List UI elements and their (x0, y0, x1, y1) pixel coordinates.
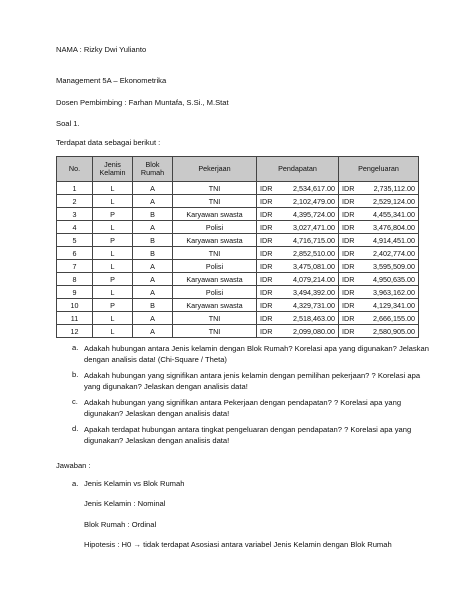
currency-label: IDR (260, 209, 273, 219)
cell-no: 4 (57, 221, 93, 234)
currency-label: IDR (342, 235, 355, 245)
cell-no: 7 (57, 260, 93, 273)
data-table (56, 156, 419, 338)
table-row (57, 182, 419, 195)
cell-pengeluaran (339, 182, 419, 195)
currency-label: IDR (260, 313, 273, 323)
question-letter: b. (72, 370, 79, 379)
cell-jenis-kelamin: P (93, 234, 133, 247)
cell-jenis-kelamin: L (93, 325, 133, 338)
cell-pendapatan (257, 273, 339, 286)
table-header-row (57, 157, 419, 182)
cell-no: 3 (57, 208, 93, 221)
cell-blok-rumah: A (133, 182, 173, 195)
question-text: Adakah hubungan yang signifikan antara jenis kelamin dengan pemilihan pekerjaan? ? Korelasi apa yang digunakan? Jelaskan dengan analisis data! (84, 371, 421, 391)
amount-value: 2,529,124.00 (373, 196, 415, 206)
cell-jenis-kelamin: L (93, 312, 133, 325)
question-letter: c. (72, 397, 78, 406)
answer-item-letter: a. (72, 479, 79, 488)
cell-jenis-kelamin: L (93, 260, 133, 273)
cell-blok-rumah: B (133, 234, 173, 247)
amount-value: 2,102,479.00 (293, 196, 335, 206)
cell-blok-rumah: A (133, 195, 173, 208)
question-text: Apakah terdapat hubungan antara tingkat pengeluaran dengan pendapatan? ? Korelasi apa yang digunakan? Jelaskan dengan analisis data! (84, 425, 412, 445)
currency-label: IDR (342, 222, 355, 232)
cell-pengeluaran (339, 325, 419, 338)
table-row (57, 247, 419, 260)
table-row (57, 299, 419, 312)
currency-label: IDR (342, 300, 355, 310)
currency-label: IDR (342, 183, 355, 193)
table-row (57, 260, 419, 273)
cell-blok-rumah: B (133, 208, 173, 221)
cell-pengeluaran (339, 195, 419, 208)
intro-text: Terdapat data sebagai berikut : (56, 138, 161, 147)
cell-pendapatan (257, 325, 339, 338)
table-row (57, 195, 419, 208)
cell-blok-rumah: A (133, 221, 173, 234)
header-no: No. (57, 157, 93, 182)
currency-label: IDR (342, 209, 355, 219)
cell-jenis-kelamin: P (93, 208, 133, 221)
cell-jenis-kelamin: L (93, 221, 133, 234)
amount-value: 4,079,214.00 (293, 274, 335, 284)
cell-pekerjaan: Karyawan swasta (173, 299, 257, 312)
cell-no: 9 (57, 286, 93, 299)
currency-label: IDR (260, 196, 273, 206)
currency-label: IDR (260, 274, 273, 284)
table-row (57, 273, 419, 286)
cell-no: 1 (57, 182, 93, 195)
cell-pendapatan (257, 312, 339, 325)
cell-jenis-kelamin: P (93, 273, 133, 286)
currency-label: IDR (260, 235, 273, 245)
amount-value: 2,518,463.00 (293, 313, 335, 323)
cell-pekerjaan: TNI (173, 247, 257, 260)
jenis-kelamin-scale: Jenis Kelamin : Nominal (84, 499, 166, 508)
currency-label: IDR (342, 326, 355, 336)
amount-value: 3,595,509.00 (373, 261, 415, 271)
cell-pengeluaran (339, 312, 419, 325)
cell-pendapatan (257, 182, 339, 195)
cell-jenis-kelamin: L (93, 182, 133, 195)
cell-pengeluaran (339, 208, 419, 221)
amount-value: 4,914,451.00 (373, 235, 415, 245)
amount-value: 2,735,112.00 (373, 183, 415, 193)
cell-blok-rumah: B (133, 299, 173, 312)
cell-pekerjaan: TNI (173, 182, 257, 195)
cell-pengeluaran (339, 273, 419, 286)
currency-label: IDR (260, 287, 273, 297)
table-row (57, 286, 419, 299)
currency-label: IDR (260, 222, 273, 232)
table-row (57, 312, 419, 325)
currency-label: IDR (260, 183, 273, 193)
cell-pengeluaran (339, 247, 419, 260)
question-list (72, 343, 432, 451)
cell-jenis-kelamin: L (93, 195, 133, 208)
answer-item-title: Jenis Kelamin vs Blok Rumah (84, 479, 185, 488)
cell-pekerjaan: Polisi (173, 286, 257, 299)
amount-value: 4,950,635.00 (373, 274, 415, 284)
header-pendapatan: Pendapatan (257, 157, 339, 182)
amount-value: 2,402,774.00 (373, 248, 415, 258)
cell-pengeluaran (339, 221, 419, 234)
question-item (72, 370, 432, 392)
cell-pendapatan (257, 286, 339, 299)
amount-value: 2,534,617.00 (293, 183, 335, 193)
cell-pendapatan (257, 234, 339, 247)
amount-value: 2,099,080.00 (293, 326, 335, 336)
amount-value: 4,329,731.00 (293, 300, 335, 310)
amount-value: 2,666,155.00 (373, 313, 415, 323)
amount-value: 4,455,341.00 (373, 209, 415, 219)
course-title: Management 5A – Ekonometrika (56, 76, 167, 85)
amount-value: 3,963,162.00 (373, 287, 415, 297)
amount-value: 2,580,905.00 (373, 326, 415, 336)
cell-pekerjaan: TNI (173, 325, 257, 338)
amount-value: 4,716,715.00 (293, 235, 335, 245)
amount-value: 3,494,392.00 (293, 287, 335, 297)
cell-no: 10 (57, 299, 93, 312)
cell-pekerjaan: Polisi (173, 260, 257, 273)
question-item (72, 397, 432, 419)
currency-label: IDR (260, 326, 273, 336)
cell-blok-rumah: A (133, 312, 173, 325)
cell-jenis-kelamin: L (93, 247, 133, 260)
cell-blok-rumah: A (133, 260, 173, 273)
currency-label: IDR (342, 313, 355, 323)
cell-no: 8 (57, 273, 93, 286)
cell-pendapatan (257, 299, 339, 312)
cell-pekerjaan: Karyawan swasta (173, 208, 257, 221)
question-letter: a. (72, 343, 79, 352)
header-pengeluaran: Pengeluaran (339, 157, 419, 182)
cell-blok-rumah: A (133, 325, 173, 338)
cell-pengeluaran (339, 299, 419, 312)
amount-value: 3,475,081.00 (293, 261, 335, 271)
amount-value: 4,129,341.00 (373, 300, 415, 310)
hypothesis-text: Hipotesis : H0 → tidak terdapat Asosiasi antara variabel Jenis Kelamin dengan Blok Rumah (84, 540, 392, 549)
blok-rumah-scale: Blok Rumah : Ordinal (84, 520, 157, 529)
amount-value: 3,476,804.00 (373, 222, 415, 232)
cell-pendapatan (257, 221, 339, 234)
cell-blok-rumah: A (133, 273, 173, 286)
cell-pendapatan (257, 247, 339, 260)
currency-label: IDR (260, 248, 273, 258)
amount-value: 4,395,724.00 (293, 209, 335, 219)
cell-no: 2 (57, 195, 93, 208)
cell-blok-rumah: A (133, 286, 173, 299)
question-letter: d. (72, 424, 79, 433)
currency-label: IDR (342, 261, 355, 271)
problem-number: Soal 1. (56, 119, 80, 128)
answer-heading: Jawaban : (56, 461, 91, 470)
currency-label: IDR (342, 196, 355, 206)
currency-label: IDR (260, 261, 273, 271)
cell-pekerjaan: TNI (173, 312, 257, 325)
question-text: Adakah hubungan yang signifikan antara Pekerjaan dengan pendapatan? ? Korelasi apa yang digunakan? Jelaskan dengan analisis data! (84, 398, 402, 418)
cell-pekerjaan: Polisi (173, 221, 257, 234)
cell-jenis-kelamin: P (93, 299, 133, 312)
cell-pendapatan (257, 195, 339, 208)
student-name: NAMA : Rizky Dwi Yulianto (56, 45, 147, 54)
cell-pengeluaran (339, 260, 419, 273)
table-row (57, 221, 419, 234)
amount-value: 3,027,471.00 (293, 222, 335, 232)
currency-label: IDR (342, 248, 355, 258)
header-pekerjaan: Pekerjaan (173, 157, 257, 182)
cell-pengeluaran (339, 234, 419, 247)
cell-jenis-kelamin: L (93, 286, 133, 299)
amount-value: 2,852,510.00 (293, 248, 335, 258)
cell-blok-rumah: B (133, 247, 173, 260)
cell-pengeluaran (339, 286, 419, 299)
question-item (72, 343, 432, 365)
question-text: Adakah hubungan antara Jenis kelamin dengan Blok Rumah? Korelasi apa yang digunakan? Jelaskan dengan analisis data! (Chi-Square / Theta) (84, 344, 429, 364)
table-row (57, 325, 419, 338)
header-blok-rumah: Blok Rumah (133, 157, 173, 182)
currency-label: IDR (260, 300, 273, 310)
cell-pekerjaan: Karyawan swasta (173, 273, 257, 286)
supervisor: Dosen Pembimbing : Farhan Muntafa, S.Si., M.Stat (56, 98, 229, 107)
cell-no: 11 (57, 312, 93, 325)
header-jenis-kelamin: Jenis Kelamin (93, 157, 133, 182)
question-item (72, 424, 432, 446)
cell-pekerjaan: TNI (173, 195, 257, 208)
cell-pendapatan (257, 260, 339, 273)
cell-pendapatan (257, 208, 339, 221)
table-row (57, 208, 419, 221)
table-row (57, 234, 419, 247)
cell-no: 5 (57, 234, 93, 247)
cell-no: 12 (57, 325, 93, 338)
currency-label: IDR (342, 274, 355, 284)
cell-pekerjaan: Karyawan swasta (173, 234, 257, 247)
currency-label: IDR (342, 287, 355, 297)
cell-no: 6 (57, 247, 93, 260)
